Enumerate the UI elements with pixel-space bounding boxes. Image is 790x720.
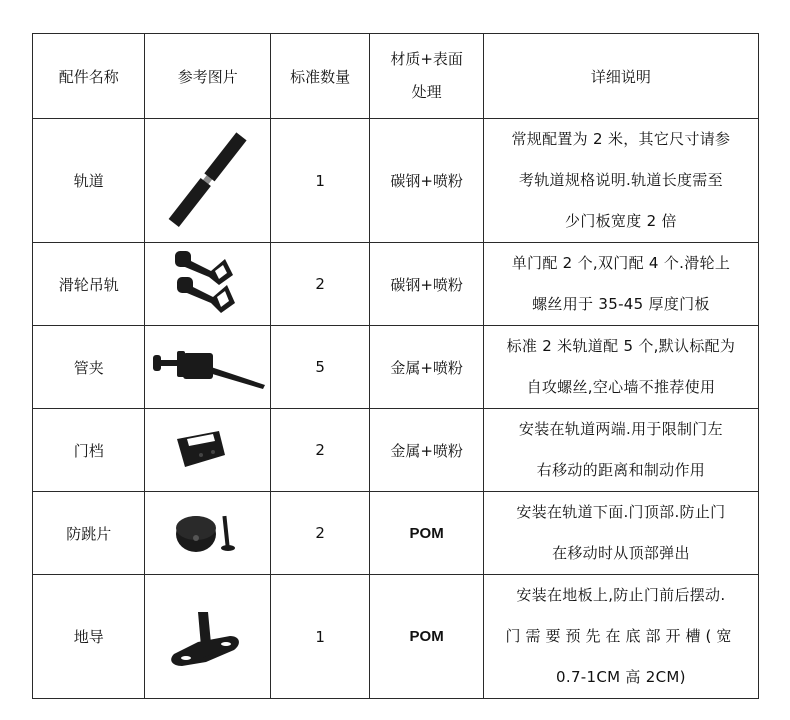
row-description: 标准 2 米轨道配 5 个,默认标配为 自攻螺丝,空心墙不推荐使用 (483, 326, 758, 409)
header-material-line2: 处理 (411, 83, 442, 101)
track-rail-icon (153, 123, 263, 238)
table-row (33, 409, 759, 492)
header-material-line1: 材质+表面 (390, 50, 463, 68)
row-image (145, 326, 271, 409)
row-name: 地导 (33, 575, 145, 699)
row-material: 金属+喷粉 (370, 409, 483, 492)
row-description: 常规配置为 2 米，其它尺寸请参 考轨道规格说明.轨道长度需至 少门板宽度 2 倍 (483, 119, 758, 243)
table-row (33, 119, 759, 243)
row-description: 安装在地板上,防止门前后摆动. 门需要预先在底部开槽(宽 0.7-1CM 高 2CM) (483, 575, 758, 699)
row-material: POM (370, 575, 483, 699)
header-name: 配件名称 (33, 34, 145, 119)
row-name: 管夹 (33, 326, 145, 409)
row-material: 碳钢+喷粉 (370, 243, 483, 326)
table-row (33, 492, 759, 575)
table-row (33, 326, 759, 409)
roller-hanger-icon (153, 245, 263, 323)
row-image (145, 119, 271, 243)
row-description: 安装在轨道两端.用于限制门左 右移动的距离和制动作用 (483, 409, 758, 492)
row-quantity: 5 (270, 326, 369, 409)
row-name: 防跳片 (33, 492, 145, 575)
row-quantity: 2 (270, 409, 369, 492)
row-name: 滑轮吊轨 (33, 243, 145, 326)
anti-jump-disc-icon (168, 508, 248, 558)
door-stopper-icon (173, 425, 243, 475)
row-quantity: 2 (270, 243, 369, 326)
row-quantity: 2 (270, 492, 369, 575)
row-name: 门档 (33, 409, 145, 492)
row-name: 轨道 (33, 119, 145, 243)
row-description: 安装在轨道下面.门顶部.防止门 在移动时从顶部弹出 (483, 492, 758, 575)
header-quantity: 标准数量 (270, 34, 369, 119)
header-description: 详细说明 (483, 34, 758, 119)
row-quantity: 1 (270, 575, 369, 699)
row-image (145, 575, 271, 699)
row-material: POM (370, 492, 483, 575)
header-row (33, 34, 759, 119)
header-material (370, 34, 483, 119)
row-description: 单门配 2 个,双门配 4 个.滑轮上 螺丝用于 35-45 厚度门板 (483, 243, 758, 326)
row-material: 金属+喷粉 (370, 326, 483, 409)
row-material: 碳钢+喷粉 (370, 119, 483, 243)
accessories-spec-table (32, 33, 759, 699)
header-image: 参考图片 (145, 34, 271, 119)
row-image (145, 243, 271, 326)
table-row (33, 243, 759, 326)
row-image (145, 409, 271, 492)
floor-guide-icon (168, 602, 248, 672)
wall-spacer-bolt-icon (149, 337, 267, 397)
row-quantity: 1 (270, 119, 369, 243)
table-row (33, 575, 759, 699)
row-image (145, 492, 271, 575)
